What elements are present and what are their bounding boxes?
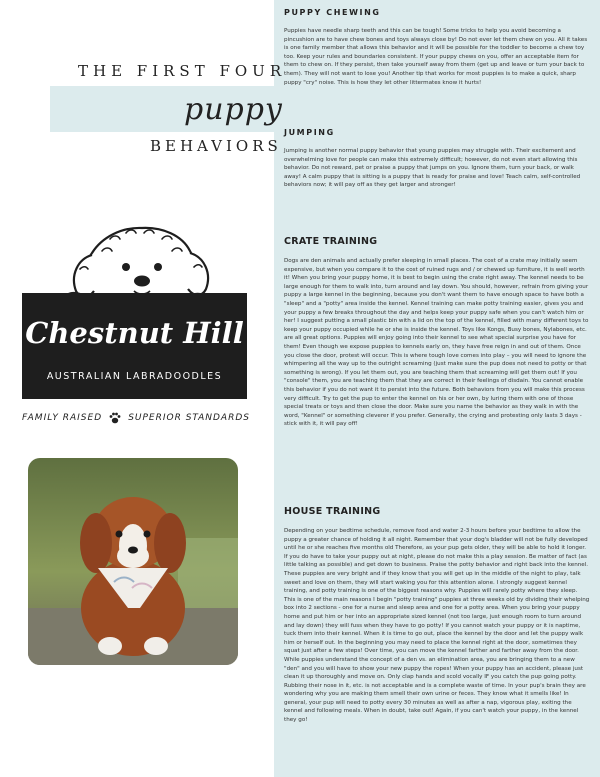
- section-crate-training: [284, 236, 590, 429]
- section-heading: HOUSE TRAINING: [284, 506, 381, 517]
- section-heading: JUMPING: [284, 128, 335, 137]
- paw-print-icon: [108, 411, 122, 425]
- logo-brand-name: Chestnut Hill: [25, 316, 244, 350]
- section-heading: PUPPY CHEWING: [284, 8, 381, 17]
- section-body: Jumping is another normal puppy behavior that young puppies may struggle with. Their excitement and overwhelming love for people can make this extremely difficult; however, do not even start allowing this behavior. Do not reward, pet or praise a puppy that jumps on you. Ignore them, turn your back, or walk away! A calm puppy that is sitting is a puppy that is ready for praise and love! Teach calm, self-controlled behaviors now; it will pay off as they get larger and stronger!: [284, 148, 581, 189]
- title-line-1: THE FIRST FOUR: [78, 62, 287, 80]
- title-script-word: puppy: [184, 92, 283, 127]
- section-heading: CRATE TRAINING: [284, 236, 378, 247]
- section-jumping: [284, 128, 590, 190]
- logo-tagline: [22, 411, 250, 425]
- title-line-3: BEHAVIORS: [150, 137, 282, 155]
- tagline-left: FAMILY RAISED: [22, 413, 103, 423]
- section-body: Puppies have needle sharp teeth and this can be tough! Some tricks to help you avoid becoming a pincushion are to have chew bones and toys always close by! Do not ever let them chew on you. All it takes is one family member that allows this behavior and it will be possible for the toddler to become a chew toy too. Keep your rules and boundaries consistent. If your puppy chews on you, offer an acceptable item for them to chew on. If they persist, then take yourself away from them (get up and leave or turn your back to them). They will not want to lose you! Another tip that works for most puppies is to make a quick, sharp puppy "cry" noise. This is how they let other littermates know it hurts!: [284, 28, 588, 86]
- section-body: Depending on your bedtime schedule, remove food and water 2-3 hours before your bedtime to allow the puppy a greater chance of holding it all night. Remember that your dog's bladder will not be fully developed until he or she reaches five months old Therefore, as your pup gets older, they will be able to hold it longer. If you do have to take your puppy out at night, please do not make this a play session. Be matter of fact (as little talking as possible) and get down to business. Praise the potty behavior and right back into the kennel. These puppies are very bright and if they know that you will get up in the middle of the night to play, talk sweet and love on them, they will start waking you for this attention alone. I strongly suggest kennel training, and potty training is one of the biggest reasons why. Puppies will rarely potty where they sleep. This is one of the main reasons I begin "potty training" puppies at three weeks old by dividing their whelping box into 2 sections - one for a nurse and sleep area and one for a potty area. When you bring your puppy home and put him or her into an appropriate sized kennel (not too large, just enough room to turn around and lay down) they will fuss when they have to go potty! If you cannot watch your puppy or it is naptime, tuck them into their kennel. When it is time to go out, place the kennel by the door and let the puppy walk him or herself out. In the beginning you may need to place the kennel right at the door, sometimes they squat just after a few steps! Over time, you can move the kennel farther and farther away from the door. While puppies understand the concept of a den vs. an elimination area, you are bringing them to a new "den" and you will have to show your new puppy the ropes! When your puppy has an accident, please just clean it up thoroughly and move on. Only clap hands and scold vocally IF you catch the pup going potty. Rubbing their nose in it, etc. is not acceptable and is a complete waste of time. In your pup's brain they are wondering why you are making them smell their own urine or feces. They know what it smells like! In general, your pup will need to potty every 30 minutes as well as after a nap, vigorous play, exiting the kennel and following meals. When in doubt, take out! Again, if you can't watch your puppy, in the kennel they go!: [284, 528, 590, 724]
- section-puppy-chewing: [284, 8, 590, 87]
- chestnut-hill-logo: [22, 225, 250, 425]
- tagline-right: SUPERIOR STANDARDS: [128, 413, 250, 423]
- section-house-training: [284, 506, 590, 725]
- puppy-photo: [28, 458, 238, 665]
- section-body: Dogs are den animals and actually prefer sleeping in small places. The cost of a crate may initially seem expensive, but when you compare it to the cost of ruined rugs and / or chewed up furniture, it is well worth it! When you bring your puppy home, it is best to begin using the crate right away. The kennel needs to be large enough for them to walk into, turn around and lay down. You should, however, refrain from giving your puppy a large kennel in the beginning, because you don't want them to have enough space to have both a "sleep" and a "potty" area inside the kennel. Kennel training can make potty training easier, gives you and your puppy a few breaks throughout the day and helps keep your puppy safe when you can't watch him or her! I suggest putting a small plastic bin with a lid on the top of the kennel, filled with many different toys to keep your puppy occupied while he or she is inside the kennel. Toys like Kongs, Busy bones, Nylabones, etc. are all great options. Puppies will enjoy going into their kennel to see what special surprise you have for them! Even though we expose puppies to kennels early on, they have free reign in and out of them. Once you close the door, protest will occur. This is where tough love comes into play – you will need to ignore the whimpering all the way up to the outright screaming (just make sure the pup does not need to potty or that something is wrong). If you let them out, you are teaching them that screaming will get them out! If you "console" them, you are teaching them that they are correct in their feelings of disdain. You cannot enable this behavior if you do not want it to persist into the future. Both behaviors from you will make this process very difficult. Try to get the pup to enter the kennel on his or her own, by luring them with one of those special treats or toys and then close the door. Make sure you name the behavior as they walk in with the word, "Kennel" or something cleverer if you prefer. Generally, the crying and protesting only lasts 3 days - stick with it, it will pay off!: [284, 258, 589, 428]
- puppy-illustration-icon: [28, 458, 238, 665]
- logo-subtitle: AUSTRALIAN LABRADOODLES: [46, 371, 223, 382]
